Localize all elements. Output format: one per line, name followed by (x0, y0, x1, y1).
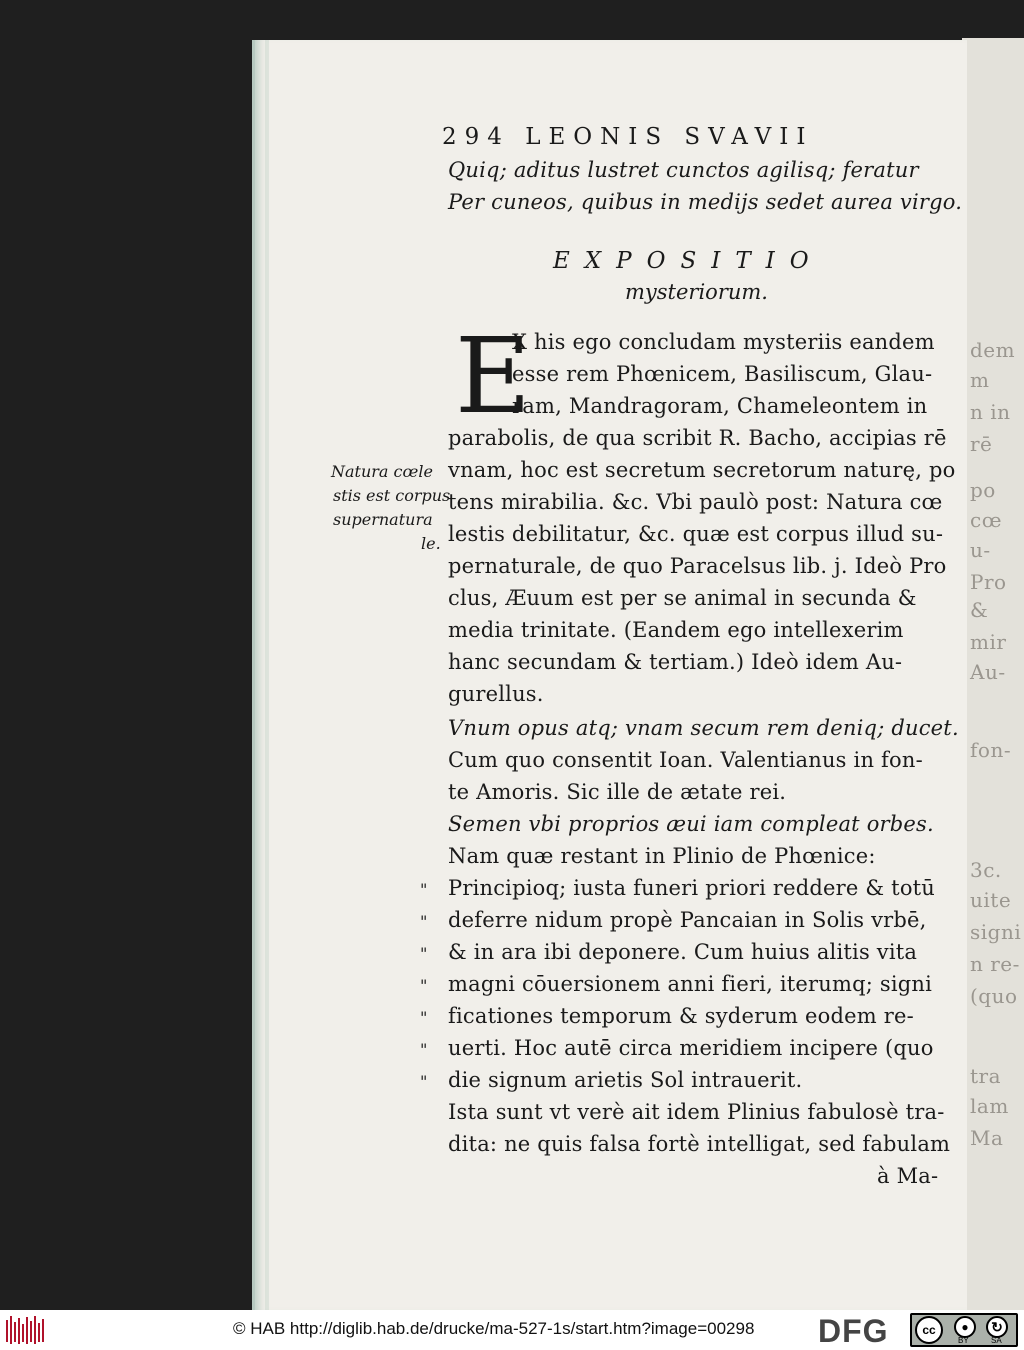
quote-mark: " (420, 1008, 428, 1027)
body-line: dita: ne quis falsa fortè intelligat, sed fabulam (448, 1132, 951, 1156)
quoted-line: ficationes temporum & syderum eodem re- (448, 1004, 914, 1028)
body-line: lestis debilitatur, &c. quæ est corpus illud su- (448, 522, 944, 546)
facing-fragment: Ma (970, 1126, 1004, 1150)
facing-fragment: m (970, 368, 990, 392)
sa-label: SA (991, 1336, 1002, 1345)
facing-fragment: po (970, 478, 996, 502)
body-line: tens mirabilia. &c. Vbi paulò post: Natura cœ (448, 490, 943, 514)
margin-note-line: stis est corpus (333, 486, 451, 505)
facing-fragment: (quo (970, 984, 1018, 1008)
quote-mark: " (420, 912, 428, 931)
cc-icon: cc (915, 1316, 943, 1344)
book-page (252, 40, 967, 1310)
quote-mark: " (420, 880, 428, 899)
body-line: gurellus. (448, 682, 544, 706)
facing-fragment: cœ (970, 508, 1002, 532)
footer-bar (0, 1310, 1024, 1350)
copyright-link[interactable]: © HAB http://diglib.hab.de/drucke/ma-527-1s/start.htm?image=00298 (233, 1319, 755, 1338)
quote-mark: " (420, 1040, 428, 1059)
quoted-line: die signum arietis Sol intrauerit. (448, 1068, 803, 1092)
body-line: parabolis, de qua scribit R. Bacho, accipias rē (448, 426, 947, 450)
facing-fragment: lam (970, 1094, 1009, 1118)
body-line: esse rem Phœnicem, Basiliscum, Glau- (512, 362, 933, 386)
section-title: EXPOSITIO (553, 248, 824, 274)
facing-fragment: tra (970, 1064, 1002, 1088)
page-fold-shadow (265, 40, 269, 1310)
facing-fragment: uite (970, 888, 1012, 912)
facing-fragment: 3c. (970, 858, 1002, 882)
body-line: Cum quo consentit Ioan. Valentianus in fon- (448, 748, 923, 772)
verse-line: Semen vbi proprios æui iam compleat orbes. (448, 812, 934, 836)
body-line: Nam quæ restant in Plinio de Phœnice: (448, 844, 876, 868)
quote-mark: " (420, 1072, 428, 1091)
facing-fragment: rē (970, 432, 993, 456)
facing-fragment: fon- (970, 738, 1012, 762)
body-line: te Amoris. Sic ille de ætate rei. (448, 780, 787, 804)
facing-fragment: n re- (970, 952, 1020, 976)
verse-line: Vnum opus atq; vnam secum rem deniq; ducet. (448, 716, 959, 740)
body-line: pernaturale, de quo Paracelsus lib. j. Ideò Pro (448, 554, 947, 578)
cc-license-badge[interactable] (910, 1313, 1018, 1347)
quote-mark: " (420, 976, 428, 995)
facing-fragment: signi (970, 920, 1022, 944)
quoted-line: Principioq; iusta funeri priori reddere & totū (448, 876, 936, 900)
body-line: ram, Mandragoram, Chameleontem in (512, 394, 928, 418)
by-label: BY (958, 1336, 969, 1345)
facing-fragment: mir (970, 630, 1007, 654)
facing-fragment: Pro (970, 570, 1007, 594)
section-subtitle: mysteriorum. (625, 280, 768, 304)
facing-fragment: & (970, 598, 989, 622)
margin-note-line: Natura cœle (331, 462, 433, 481)
body-line: X his ego concludam mysteriis eandem (512, 330, 935, 354)
catchword: à Ma- (877, 1164, 939, 1188)
by-person-icon: ● (954, 1316, 976, 1338)
facing-fragment: dem (970, 338, 1016, 362)
quoted-line: uerti. Hoc autē circa meridiem incipere (quo (448, 1036, 934, 1060)
margin-note-line: le. (421, 534, 441, 553)
facing-fragment: u- (970, 538, 991, 562)
quoted-line: & in ara ibi deponere. Cum huius alitis vita (448, 940, 918, 964)
facing-fragment: n in (970, 400, 1011, 424)
sa-share-icon: ↻ (986, 1316, 1008, 1338)
body-line: vnam, hoc est secretum secretorum naturę, po (448, 458, 956, 482)
body-line: clus, Æuum est per se animal in secunda & (448, 586, 917, 610)
drop-cap: E (455, 315, 531, 437)
quoted-line: deferre nidum propè Pancaian in Solis vrbē, (448, 908, 927, 932)
body-line: hanc secundam & tertiam.) Ideò idem Au- (448, 650, 903, 674)
body-line: Ista sunt vt verè ait idem Plinius fabulosè tra- (448, 1100, 945, 1124)
hab-logo-icon (4, 1314, 48, 1346)
quoted-line: magni cōuersionem anni fieri, iterumq; signi (448, 972, 933, 996)
body-line: media trinitate. (Eandem ego intellexerim (448, 618, 904, 642)
quote-mark: " (420, 944, 428, 963)
facing-fragment: Au- (970, 660, 1006, 684)
verse-line: Per cuneos, quibus in medijs sedet aurea virgo. (448, 190, 963, 214)
facing-page-edge (962, 38, 1024, 1310)
margin-note-line: supernatura (333, 510, 433, 529)
running-head: 294 LEONIS SVAVII (442, 124, 814, 150)
verse-line: Quiq; aditus lustret cunctos agilisq; feratur (448, 158, 919, 182)
dfg-logo: DFG (818, 1313, 889, 1349)
